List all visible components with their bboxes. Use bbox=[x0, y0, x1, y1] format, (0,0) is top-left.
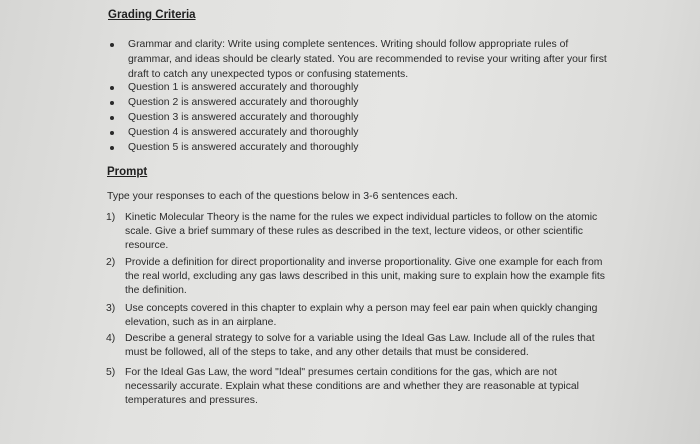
question-text: For the Ideal Gas Law, the word "Ideal" presumes certain conditions for the gas, which are not necessarily accurate. Explain what these conditions are and whether they are reasonable at typical temperatures and pressures. bbox=[125, 367, 579, 407]
question-number: 4) bbox=[106, 333, 116, 344]
question-number: 2) bbox=[106, 257, 116, 268]
bullet-icon bbox=[110, 116, 114, 120]
question-text: Kinetic Molecular Theory is the name for the rules we expect individual particles to follow on the atomic scale. Give a brief summary of these rules as described in the text, lecture videos, or other scientific resource. bbox=[125, 212, 598, 252]
bullet-text: Question 3 is answered accurately and thoroughly bbox=[128, 112, 359, 123]
question-number: 3) bbox=[106, 303, 116, 314]
bullet-icon bbox=[110, 131, 114, 135]
bullet-icon bbox=[110, 86, 114, 90]
question-number: 1) bbox=[106, 212, 116, 223]
bullet-text: Question 4 is answered accurately and thoroughly bbox=[128, 127, 359, 138]
grading-criteria-heading: Grading Criteria bbox=[108, 9, 196, 21]
prompt-heading: Prompt bbox=[107, 166, 148, 178]
bullet-icon bbox=[110, 101, 114, 105]
bullet-text: Question 2 is answered accurately and thoroughly bbox=[128, 97, 359, 108]
bullet-text: Grammar and clarity: Write using complete sentences. Writing should follow appropriate rules of grammar, and ideas should be clearly stated. You are recommended to revise your writing after your first draft to catch any unexpected typos or confusing statements. bbox=[128, 39, 607, 80]
bullet-text: Question 5 is answered accurately and thoroughly bbox=[128, 142, 359, 153]
question-text: Use concepts covered in this chapter to explain why a person may feel ear pain when quickly changing elevation, such as in an airplane. bbox=[125, 303, 598, 329]
question-number: 5) bbox=[106, 367, 116, 378]
bullet-text: Question 1 is answered accurately and thoroughly bbox=[128, 82, 359, 93]
question-text: Provide a definition for direct proportionality and inverse proportionality. Give one example for each from the real world, excluding any gas laws described in this unit, making sure to explain how the example fits the definition. bbox=[125, 257, 605, 297]
question-text: Describe a general strategy to solve for a variable using the Ideal Gas Law. Include all of the rules that must be followed, all of the steps to take, and any other details that must be considered. bbox=[125, 333, 595, 359]
bullet-icon bbox=[110, 43, 114, 47]
prompt-intro: Type your responses to each of the questions below in 3-6 sentences each. bbox=[107, 190, 458, 202]
bullet-icon bbox=[110, 146, 114, 150]
